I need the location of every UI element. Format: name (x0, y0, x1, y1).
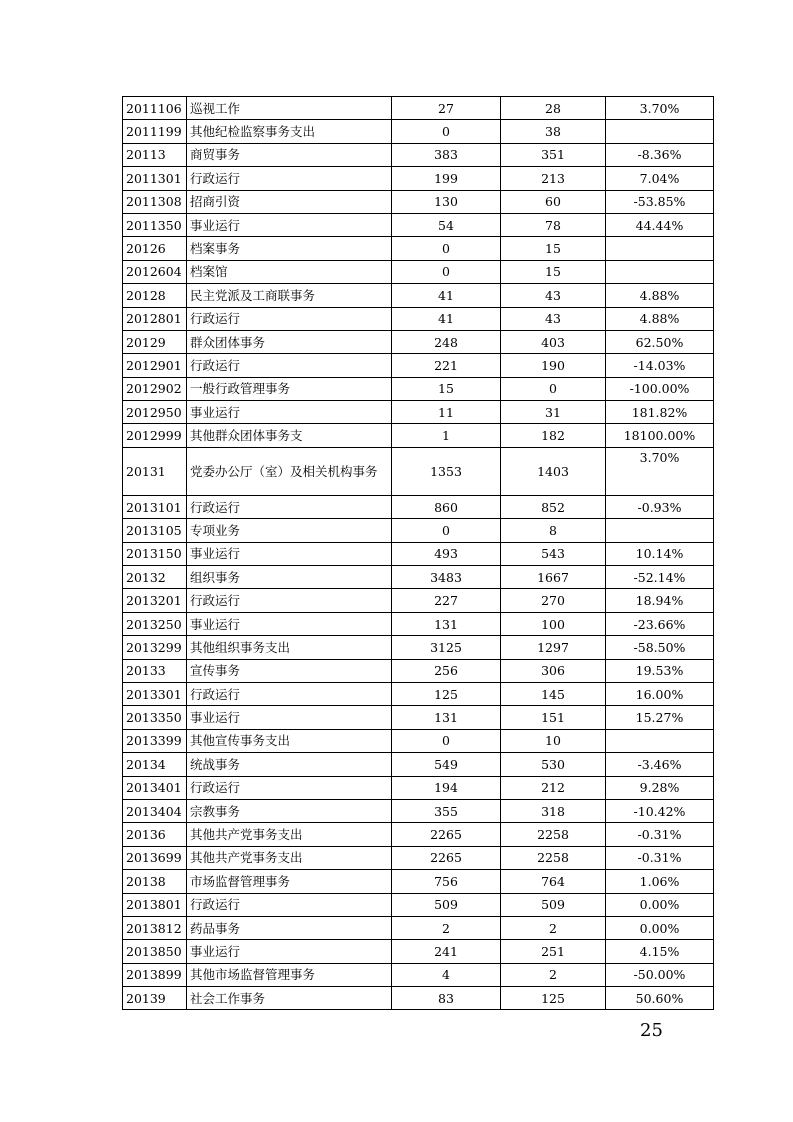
current-year-value-cell: 28 (501, 97, 606, 120)
table-row (123, 519, 714, 542)
current-year-value-cell: 403 (501, 330, 606, 353)
table-row (123, 237, 714, 260)
prior-year-value-cell: 383 (392, 143, 501, 166)
table-row (123, 706, 714, 729)
current-year-value-cell: 145 (501, 682, 606, 705)
subject-name-cell: 事业运行 (187, 401, 392, 424)
current-year-value-cell: 351 (501, 143, 606, 166)
subject-code-cell: 20126 (123, 237, 187, 260)
prior-year-value-cell: 256 (392, 659, 501, 682)
prior-year-value-cell: 3483 (392, 566, 501, 589)
prior-year-value-cell: 54 (392, 213, 501, 236)
prior-year-value-cell: 41 (392, 307, 501, 330)
current-year-value-cell: 270 (501, 589, 606, 612)
subject-code-cell: 2013299 (123, 636, 187, 659)
subject-code-cell: 2013350 (123, 706, 187, 729)
change-percent-cell: -0.31% (606, 846, 714, 869)
prior-year-value-cell: 3125 (392, 636, 501, 659)
change-percent-cell: -53.85% (606, 190, 714, 213)
prior-year-value-cell: 15 (392, 377, 501, 400)
table-row (123, 401, 714, 424)
prior-year-value-cell: 860 (392, 495, 501, 518)
subject-name-cell: 行政运行 (187, 682, 392, 705)
table-row (123, 167, 714, 190)
prior-year-value-cell: 493 (392, 542, 501, 565)
change-percent-cell: -23.66% (606, 612, 714, 635)
current-year-value-cell: 10 (501, 729, 606, 752)
subject-name-cell: 社会工作事务 (187, 987, 392, 1010)
subject-code-cell: 2012801 (123, 307, 187, 330)
subject-code-cell: 2013699 (123, 846, 187, 869)
subject-name-cell: 行政运行 (187, 354, 392, 377)
subject-name-cell: 其他组织事务支出 (187, 636, 392, 659)
subject-name-cell: 其他共产党事务支出 (187, 846, 392, 869)
change-percent-cell: 15.27% (606, 706, 714, 729)
table-row (123, 870, 714, 893)
subject-name-cell: 行政运行 (187, 589, 392, 612)
subject-name-cell: 其他纪检监察事务支出 (187, 120, 392, 143)
subject-name-cell: 档案馆 (187, 260, 392, 283)
table-row (123, 330, 714, 353)
table-row (123, 823, 714, 846)
table-row (123, 495, 714, 518)
change-percent-cell: 18.94% (606, 589, 714, 612)
table-row (123, 542, 714, 565)
subject-code-cell: 2012901 (123, 354, 187, 377)
subject-code-cell: 2011106 (123, 97, 187, 120)
prior-year-value-cell: 355 (392, 799, 501, 822)
subject-name-cell: 群众团体事务 (187, 330, 392, 353)
prior-year-value-cell: 221 (392, 354, 501, 377)
current-year-value-cell: 78 (501, 213, 606, 236)
table-row (123, 97, 714, 120)
prior-year-value-cell: 1353 (392, 447, 501, 495)
change-percent-cell: 16.00% (606, 682, 714, 705)
subject-code-cell: 2013801 (123, 893, 187, 916)
table-row (123, 729, 714, 752)
change-percent-cell: -8.36% (606, 143, 714, 166)
subject-code-cell: 20129 (123, 330, 187, 353)
prior-year-value-cell: 241 (392, 940, 501, 963)
change-percent-cell: 18100.00% (606, 424, 714, 447)
current-year-value-cell: 2 (501, 916, 606, 939)
subject-code-cell: 2013250 (123, 612, 187, 635)
subject-code-cell: 2011350 (123, 213, 187, 236)
subject-name-cell: 一般行政管理事务 (187, 377, 392, 400)
current-year-value-cell: 852 (501, 495, 606, 518)
prior-year-value-cell: 4 (392, 963, 501, 986)
table-row (123, 260, 714, 283)
table-row (123, 846, 714, 869)
prior-year-value-cell: 0 (392, 120, 501, 143)
current-year-value-cell: 318 (501, 799, 606, 822)
change-percent-cell: 3.70% (606, 97, 714, 120)
table-row (123, 354, 714, 377)
current-year-value-cell: 190 (501, 354, 606, 377)
table-row (123, 307, 714, 330)
subject-code-cell: 2012999 (123, 424, 187, 447)
subject-code-cell: 2011301 (123, 167, 187, 190)
current-year-value-cell: 151 (501, 706, 606, 729)
prior-year-value-cell: 41 (392, 284, 501, 307)
current-year-value-cell: 1667 (501, 566, 606, 589)
subject-code-cell: 2013404 (123, 799, 187, 822)
subject-code-cell: 20134 (123, 753, 187, 776)
subject-name-cell: 行政运行 (187, 495, 392, 518)
current-year-value-cell: 212 (501, 776, 606, 799)
current-year-value-cell: 2258 (501, 823, 606, 846)
subject-name-cell: 宣传事务 (187, 659, 392, 682)
subject-name-cell: 民主党派及工商联事务 (187, 284, 392, 307)
change-percent-cell: 0.00% (606, 916, 714, 939)
current-year-value-cell: 509 (501, 893, 606, 916)
change-percent-cell: 10.14% (606, 542, 714, 565)
subject-name-cell: 其他市场监督管理事务 (187, 963, 392, 986)
change-percent-cell: -100.00% (606, 377, 714, 400)
change-percent-cell: -14.03% (606, 354, 714, 377)
subject-code-cell: 20128 (123, 284, 187, 307)
change-percent-cell: 62.50% (606, 330, 714, 353)
change-percent-cell (606, 237, 714, 260)
subject-code-cell: 2012950 (123, 401, 187, 424)
table-row (123, 753, 714, 776)
change-percent-cell: 0.00% (606, 893, 714, 916)
prior-year-value-cell: 27 (392, 97, 501, 120)
table-row (123, 987, 714, 1010)
budget-table (122, 96, 714, 1010)
table-row (123, 213, 714, 236)
change-percent-cell: 4.88% (606, 284, 714, 307)
subject-code-cell: 2011199 (123, 120, 187, 143)
subject-name-cell: 宗教事务 (187, 799, 392, 822)
change-percent-cell: -3.46% (606, 753, 714, 776)
prior-year-value-cell: 0 (392, 260, 501, 283)
change-percent-cell: 4.15% (606, 940, 714, 963)
subject-code-cell: 2013201 (123, 589, 187, 612)
change-percent-cell: 19.53% (606, 659, 714, 682)
prior-year-value-cell: 549 (392, 753, 501, 776)
subject-code-cell: 2013101 (123, 495, 187, 518)
change-percent-cell: 44.44% (606, 213, 714, 236)
change-percent-cell: -0.93% (606, 495, 714, 518)
subject-code-cell: 2013399 (123, 729, 187, 752)
table-row (123, 636, 714, 659)
current-year-value-cell: 530 (501, 753, 606, 776)
subject-name-cell: 组织事务 (187, 566, 392, 589)
change-percent-cell: -10.42% (606, 799, 714, 822)
table-row (123, 893, 714, 916)
subject-code-cell: 2012604 (123, 260, 187, 283)
change-percent-cell (606, 120, 714, 143)
prior-year-value-cell: 248 (392, 330, 501, 353)
prior-year-value-cell: 509 (392, 893, 501, 916)
change-percent-cell: 9.28% (606, 776, 714, 799)
current-year-value-cell: 15 (501, 237, 606, 260)
current-year-value-cell: 213 (501, 167, 606, 190)
change-percent-cell: 4.88% (606, 307, 714, 330)
subject-code-cell: 20138 (123, 870, 187, 893)
prior-year-value-cell: 194 (392, 776, 501, 799)
change-percent-cell: 1.06% (606, 870, 714, 893)
subject-code-cell: 20113 (123, 143, 187, 166)
prior-year-value-cell: 2 (392, 916, 501, 939)
subject-name-cell: 专项业务 (187, 519, 392, 542)
subject-name-cell: 事业运行 (187, 940, 392, 963)
change-percent-cell: 50.60% (606, 987, 714, 1010)
subject-name-cell: 统战事务 (187, 753, 392, 776)
table-row (123, 143, 714, 166)
subject-code-cell: 20139 (123, 987, 187, 1010)
prior-year-value-cell: 0 (392, 729, 501, 752)
prior-year-value-cell: 131 (392, 706, 501, 729)
prior-year-value-cell: 11 (392, 401, 501, 424)
subject-code-cell: 2013850 (123, 940, 187, 963)
subject-name-cell: 行政运行 (187, 307, 392, 330)
prior-year-value-cell: 1 (392, 424, 501, 447)
page-number: 25 (640, 1020, 663, 1041)
table-row (123, 447, 714, 495)
table-row (123, 963, 714, 986)
subject-name-cell: 行政运行 (187, 776, 392, 799)
current-year-value-cell: 31 (501, 401, 606, 424)
change-percent-cell: 7.04% (606, 167, 714, 190)
subject-name-cell: 档案事务 (187, 237, 392, 260)
prior-year-value-cell: 2265 (392, 846, 501, 869)
prior-year-value-cell: 2265 (392, 823, 501, 846)
change-percent-cell: -52.14% (606, 566, 714, 589)
subject-code-cell: 20133 (123, 659, 187, 682)
subject-code-cell: 2013401 (123, 776, 187, 799)
table-row (123, 589, 714, 612)
subject-code-cell: 2013150 (123, 542, 187, 565)
prior-year-value-cell: 756 (392, 870, 501, 893)
subject-code-cell: 20136 (123, 823, 187, 846)
change-percent-cell: -58.50% (606, 636, 714, 659)
prior-year-value-cell: 0 (392, 237, 501, 260)
current-year-value-cell: 1297 (501, 636, 606, 659)
table-row (123, 566, 714, 589)
current-year-value-cell: 543 (501, 542, 606, 565)
subject-name-cell: 事业运行 (187, 213, 392, 236)
table-row (123, 190, 714, 213)
table-row (123, 799, 714, 822)
subject-code-cell: 2013105 (123, 519, 187, 542)
table-row (123, 940, 714, 963)
current-year-value-cell: 2258 (501, 846, 606, 869)
current-year-value-cell: 764 (501, 870, 606, 893)
subject-code-cell: 2012902 (123, 377, 187, 400)
current-year-value-cell: 1403 (501, 447, 606, 495)
subject-name-cell: 其他共产党事务支出 (187, 823, 392, 846)
change-percent-cell: 181.82% (606, 401, 714, 424)
change-percent-cell: 3.70% (606, 447, 714, 495)
subject-name-cell: 药品事务 (187, 916, 392, 939)
subject-name-cell: 其他群众团体事务支 (187, 424, 392, 447)
current-year-value-cell: 182 (501, 424, 606, 447)
prior-year-value-cell: 130 (392, 190, 501, 213)
subject-code-cell: 20131 (123, 447, 187, 495)
prior-year-value-cell: 0 (392, 519, 501, 542)
subject-code-cell: 2013301 (123, 682, 187, 705)
subject-code-cell: 2011308 (123, 190, 187, 213)
current-year-value-cell: 125 (501, 987, 606, 1010)
table-row (123, 682, 714, 705)
change-percent-cell: -0.31% (606, 823, 714, 846)
current-year-value-cell: 60 (501, 190, 606, 213)
table-row (123, 284, 714, 307)
table-row (123, 612, 714, 635)
change-percent-cell: -50.00% (606, 963, 714, 986)
current-year-value-cell: 0 (501, 377, 606, 400)
subject-name-cell: 事业运行 (187, 706, 392, 729)
change-percent-cell (606, 519, 714, 542)
table-row (123, 916, 714, 939)
current-year-value-cell: 251 (501, 940, 606, 963)
subject-name-cell: 行政运行 (187, 893, 392, 916)
change-percent-cell (606, 729, 714, 752)
current-year-value-cell: 43 (501, 284, 606, 307)
prior-year-value-cell: 227 (392, 589, 501, 612)
budget-table-body (123, 97, 714, 1010)
current-year-value-cell: 2 (501, 963, 606, 986)
current-year-value-cell: 15 (501, 260, 606, 283)
table-row (123, 120, 714, 143)
subject-name-cell: 党委办公厅（室）及相关机构事务 (187, 447, 392, 495)
subject-code-cell: 2013812 (123, 916, 187, 939)
prior-year-value-cell: 125 (392, 682, 501, 705)
subject-name-cell: 招商引资 (187, 190, 392, 213)
subject-code-cell: 20132 (123, 566, 187, 589)
current-year-value-cell: 100 (501, 612, 606, 635)
current-year-value-cell: 306 (501, 659, 606, 682)
subject-name-cell: 行政运行 (187, 167, 392, 190)
subject-name-cell: 市场监督管理事务 (187, 870, 392, 893)
subject-name-cell: 事业运行 (187, 612, 392, 635)
table-row (123, 424, 714, 447)
table-row (123, 659, 714, 682)
table-row (123, 377, 714, 400)
subject-name-cell: 巡视工作 (187, 97, 392, 120)
prior-year-value-cell: 131 (392, 612, 501, 635)
subject-code-cell: 2013899 (123, 963, 187, 986)
table-row (123, 776, 714, 799)
current-year-value-cell: 38 (501, 120, 606, 143)
subject-name-cell: 事业运行 (187, 542, 392, 565)
current-year-value-cell: 43 (501, 307, 606, 330)
subject-name-cell: 其他宣传事务支出 (187, 729, 392, 752)
prior-year-value-cell: 199 (392, 167, 501, 190)
change-percent-cell (606, 260, 714, 283)
prior-year-value-cell: 83 (392, 987, 501, 1010)
current-year-value-cell: 8 (501, 519, 606, 542)
subject-name-cell: 商贸事务 (187, 143, 392, 166)
